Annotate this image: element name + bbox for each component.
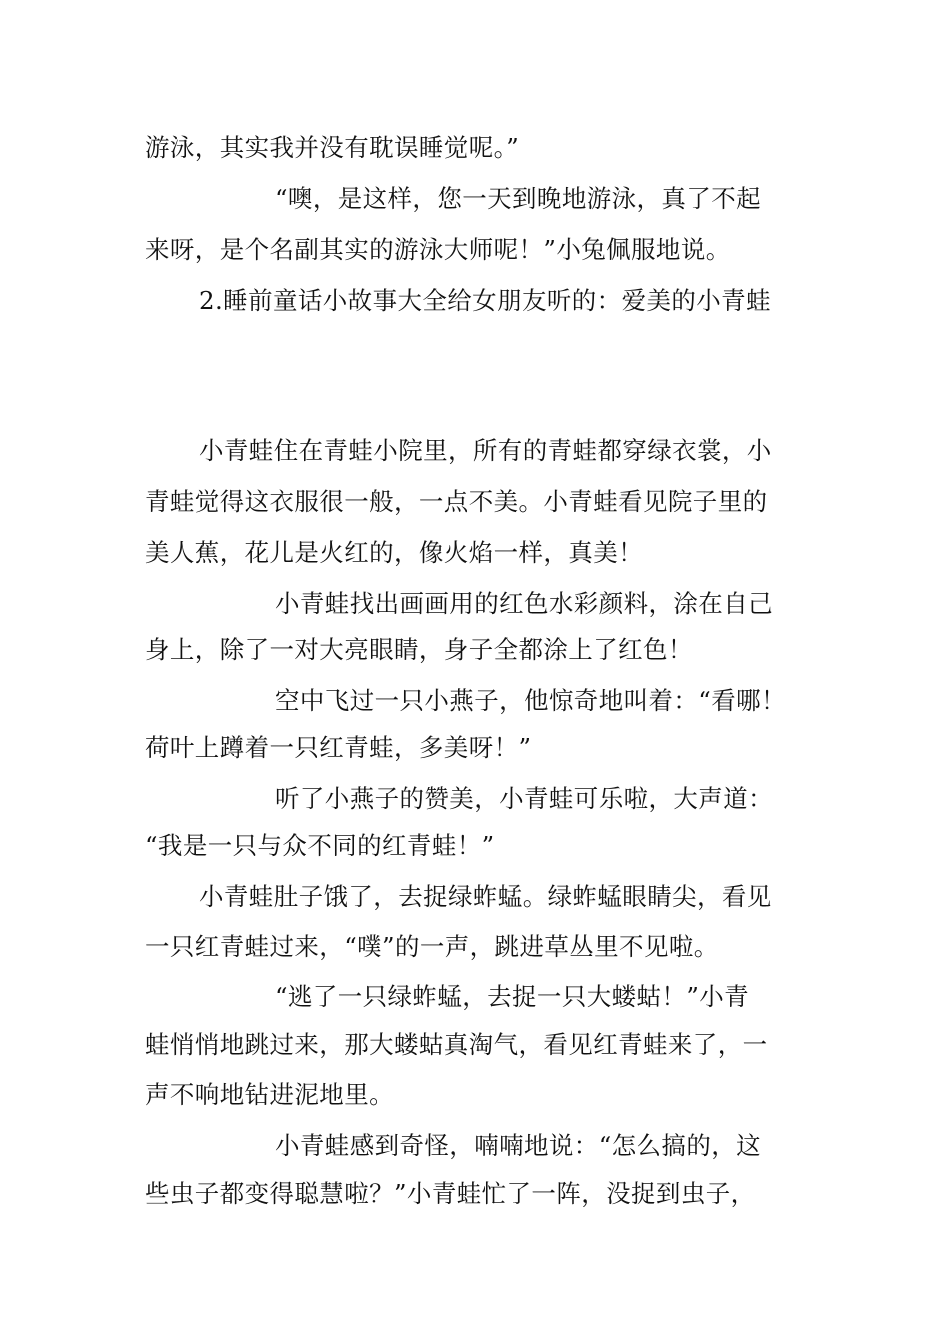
text-line: 蛙悄悄地跳过来，那大蝼蛄真淘气，看见红青蛙来了，一 xyxy=(145,1030,768,1059)
text-line: 些虫子都变得聪慧啦？”小青蛙忙了一阵，没捉到虫子， xyxy=(145,1179,756,1208)
text-line: 身上，除了一对大亮眼睛，身子全都涂上了红色！ xyxy=(145,635,693,664)
text-line: 小青蛙住在青蛙小院里，所有的青蛙都穿绿衣裳，小 xyxy=(199,436,772,465)
text-line: “噢，是这样，您一天到晚地游泳，真了不起 xyxy=(275,184,762,213)
text-line: 小青蛙感到奇怪，喃喃地说：“怎么搞的，这 xyxy=(275,1131,762,1160)
section-heading: 2.睡前童话小故事大全给女朋友听的：爱美的小青蛙 xyxy=(199,286,771,315)
text-line: 美人蕉，花儿是火红的，像火焰一样，真美！ xyxy=(145,538,643,567)
text-line: 小青蛙找出画画用的红色水彩颜料，涂在自己 xyxy=(275,589,773,618)
text-line: “逃了一只绿蚱蜢，去捉一只大蝼蛄！”小青 xyxy=(275,982,750,1011)
text-line: 来呀，是个名副其实的游泳大师呢！”小兔佩服地说。 xyxy=(145,235,731,264)
text-line: 青蛙觉得这衣服很一般，一点不美。小青蛙看见院子里的 xyxy=(145,487,768,516)
text-line: “我是一只与众不同的红青蛙！” xyxy=(145,831,495,860)
text-line: 声不响地钻进泥地里。 xyxy=(145,1080,394,1109)
text-line: 游泳，其实我并没有耽误睡觉呢。” xyxy=(145,133,520,162)
text-line: 听了小燕子的赞美，小青蛙可乐啦，大声道： xyxy=(275,784,773,813)
text-line: 空中飞过一只小燕子，他惊奇地叫着：“看哪！ xyxy=(275,686,786,715)
text-line: 荷叶上蹲着一只红青蛙，多美呀！” xyxy=(145,733,532,762)
text-line: 一只红青蛙过来，“噗”的一声，跳进草丛里不见啦。 xyxy=(145,932,719,961)
text-line: 小青蛙肚子饿了，去捉绿蚱蜢。绿蚱蜢眼睛尖，看见 xyxy=(199,882,772,911)
